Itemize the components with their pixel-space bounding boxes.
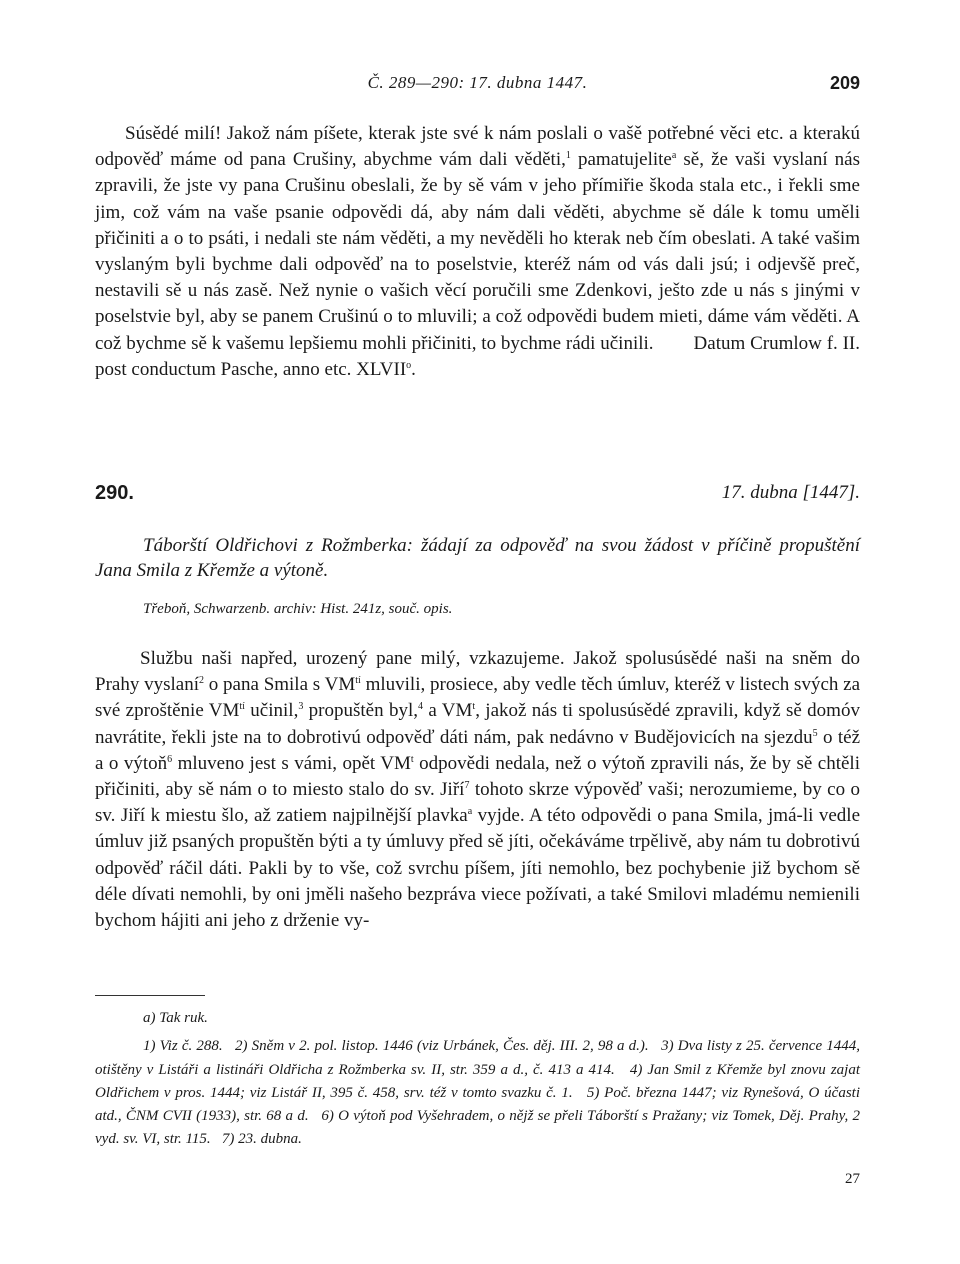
footnote-ref: a	[671, 150, 677, 162]
document-heading	[95, 482, 860, 512]
footnote-ref: 4	[418, 701, 423, 713]
footnote-list	[95, 1035, 860, 1151]
footnotes	[95, 1007, 860, 1152]
previous-document-text: Súsědé milí! Jakož nám píšete, kterak jste své k nám poslali o vašě potřebné věci etc. a kterakú odpověď máme od pana Crušiny, abychme vám dali věděti,$^1$ pamatujelite$^a$ sě, že vaši vyslaní nás zpravili, že jste vy pana Crušinu obeslali, že by sě vám v jeho přímiřie škoda stala etc., i řekli sme jim, což vám na vaše psanie odpovědi dá, aby nám dali věděti, abychme sě dále k tomu uměli přičiniti a o to psáti, i nedali ste nám věděti, a my nevěděli ho kterak neb čím obeslati. A také vašim vyslaným byli bychme dali odpověď na to poselstvie, kteréž nám od vás dali jsú; i odjevšě preč, nestavili sě u nás zasě. Než nynie o vašich věcí poručili sme Zdenkovi, ješto zde u nás s jinými v poselstvie byl, aby se panem Crušinú o to mluvili; a což odpovědi budem mieti, dáme vám věděti. A což bychme sě k vašemu lepšiemu mohli přičiniti, to bychme rádi učinili. Datum Crumlow f. II. post conductum Pasche, anno etc. XLVII$^o$.	[95, 123, 861, 380]
footnote-1: 1) Viz č. 288.	[143, 1038, 223, 1055]
page-number: 209	[829, 73, 860, 93]
document-date: 17. dubna [1447].	[721, 482, 860, 503]
document-regest: Táborští Oldřichovi z Rožmberka: žádají za odpověď na svou žádost v příčině propuštění Jana Smila z Křemže a výtoně.	[95, 535, 860, 581]
footnote-2: 2) Sněm v 2. pol. listop. 1446 (viz Urbánek, Čes. děj. III. 2, 98 a d.).	[235, 1038, 649, 1055]
document-body-text: Službu naši napřed, urozený pane milý, vzkazujeme. Jakož spolusúsědé naši na sněm do Prahy vyslaní$^2$ o pana Smila s $VM^{tí}$ mluvili, prosiece, aby vedle těch úmluv, kteréž v listech svých za své zproštěnie $VM^{tí}$ učinil,$^3$ propuštěn byl,$^4$ a $VM^t$, jakož nás ti spolusúsědé zpravili, když sě domóv navrátite, řekli jste na to dobrotivú odpověď dáti nám, pak nedávno v Budějovicích na sjezdu$^5$ o též a o výtoň$^6$ mluveno jest s vámi, opět $VM^t$ odpovědi nedala, než o výtoň zpravili nás, že by sě chtěli přičiniti, aby sě nám o to miesto stalo do sv. Jiří$^7$ tohoto skrze výpověď vaši; nerozumieme, by co o sv. Jiří k miestu šlo, až zatiem najpilnější plavka$^a$ vyjde. A této odpovědi o pana Smila, jmá-li vedle úmluv již psaných propuštěn býti a ty úmluvy před sě jíti, očekáváme trpělivě, aby nám tu dobrotivú odpověď ráčil dáti. Pakli by to vše, což svrchu píšem, jíti nemohlo, bez pochybenie již bychom sě déle dívati nemohli, by oni jměli našeho bezpráva viece požívati, a také Smilovi mladému nemienili bychom hájiti ani jeho z drženie vy-	[95, 648, 861, 932]
archival-source: Třeboň, Schwarzenb. archiv: Hist. 241z, souč. opis.	[143, 601, 453, 617]
footnote-ref: 1	[565, 150, 571, 162]
footnote-ref: 6	[167, 753, 173, 765]
document-number: 290.	[95, 482, 134, 504]
running-title: Č. 289—290: 17. dubna 1447.	[367, 73, 588, 92]
footnote-7: 7) 23. dubna.	[221, 1131, 302, 1148]
footnote-ref: 5	[812, 727, 818, 739]
page-header	[95, 73, 860, 99]
footnote-ref: 7	[464, 780, 470, 792]
datum-line: Datum Crumlow	[693, 332, 822, 354]
textual-note: a) Tak ruk.	[143, 1010, 208, 1026]
footnote-ref: 2	[199, 675, 204, 687]
footnote-4: 4) Jan Smil z Křemže byl znovu zajat Oldřichem v pros. 1444; viz Listář II, 395 č. 458, srv. též v tomto svazku č. 1.	[95, 1061, 861, 1101]
signature-mark: 27	[845, 1171, 860, 1187]
footnote-ref: 3	[298, 701, 304, 713]
footnote-ref: a	[467, 806, 473, 818]
footnote-divider	[95, 995, 205, 996]
footnote-3: 3) Dva listy z 25. července 1444, otištěny v Listáři a listináři Oldřicha z Rožmberka sv. II, str. 359 a d., č. 413 a 414.	[95, 1038, 860, 1078]
footnote-5: 5) Poč. března 1447; viz Rynešová, O účasti atd., ČNM CVII (1933), str. 68 a d.	[95, 1084, 860, 1125]
footnote-6: 6) O výtoň pod Vyšehradem, o nějž se přeli Táborští s Pražany; viz Tomek, Děj. Prahy, 2 vyd. sv. VI, str. 115.	[95, 1108, 861, 1148]
page	[95, 0, 860, 1264]
